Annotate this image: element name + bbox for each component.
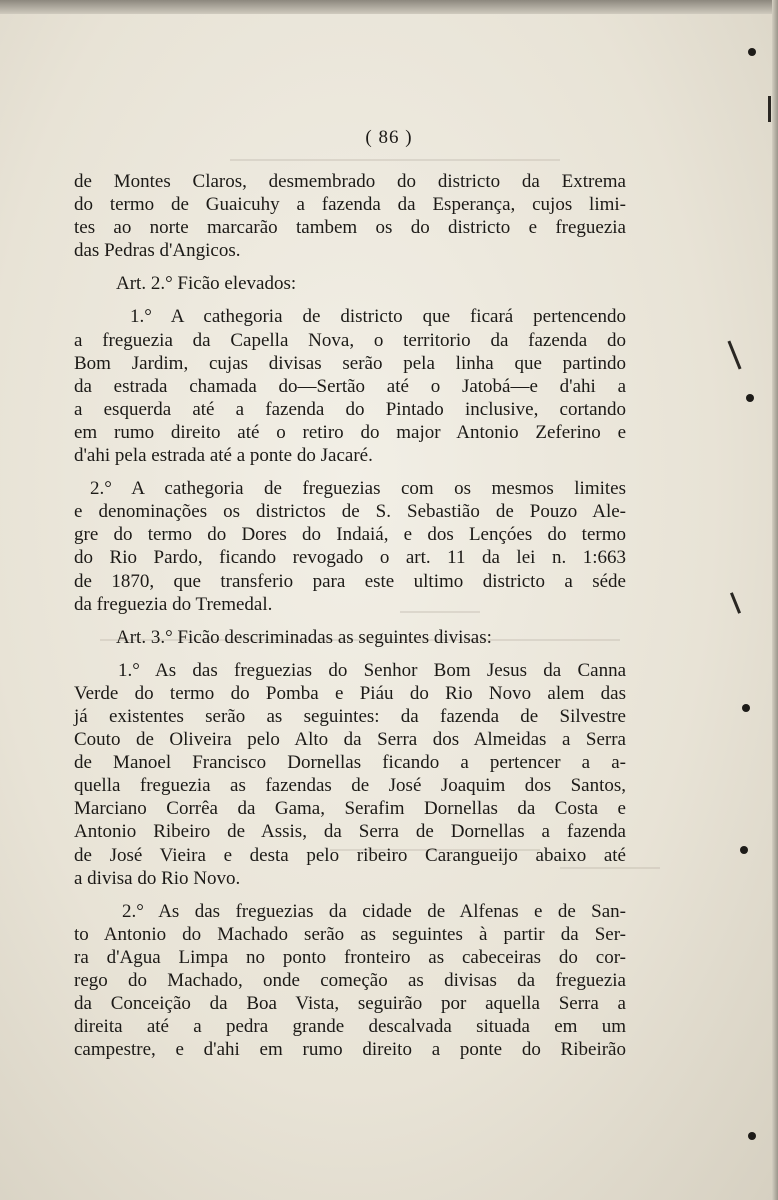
page-number: ( 86 ) (365, 127, 413, 148)
paragraph-gap (74, 262, 626, 272)
text-line: e denominações os districtos de S. Sebastião de Pouzo Ale- (74, 501, 626, 523)
text-line: gre do termo do Dores do Indaiá, e dos Lençóes do termo (74, 524, 626, 546)
paragraph-gap (74, 616, 626, 626)
text-line: a divisa do Rio Novo. (74, 867, 241, 889)
text-line: Antonio Ribeiro de Assis, da Serra de Dornellas a fazenda (74, 821, 626, 843)
text-line: Art. 2.° Ficão elevados: (116, 273, 297, 295)
scan-scratch (727, 341, 741, 370)
text-line: da freguezia do Tremedal. (74, 593, 273, 615)
text-line: do termo de Guaicuhy a fazenda da Esperança, cujos limi- (74, 194, 626, 216)
text-line: tes ao norte marcarão tambem os do districto e freguezia (74, 217, 626, 239)
text-line: d'ahi pela estrada até a ponte do Jacaré. (74, 445, 373, 467)
text-line: rego do Machado, onde começão as divisas da freguezia (74, 970, 626, 991)
paragraph-gap (74, 890, 626, 900)
scan-right-edge (772, 0, 778, 1200)
text-line: de Manoel Francisco Dornellas ficando a pertencer a a- (74, 752, 626, 774)
scan-scratch (730, 592, 741, 614)
text-line: ra d'Agua Limpa no ponto fronteiro as cabeceiras do cor- (74, 946, 626, 968)
paragraph-gap (74, 649, 626, 659)
text-line: a esquerda até a fazenda do Pintado inclusive, cortando (74, 398, 626, 420)
text-line: direita até a pedra grande descalvada situada em um (74, 1016, 626, 1038)
text-line: campestre, e d'ahi em rumo direito a ponte do Ribeirão (74, 1039, 626, 1061)
text-line: do Rio Pardo, ficando revogado o art. 11 da lei n. 1:663 (74, 547, 626, 569)
scan-speck (748, 48, 756, 56)
scan-speck (742, 704, 750, 712)
scan-speck (746, 394, 754, 402)
text-line: Couto de Oliveira pelo Alto da Serra dos Almeidas a Serra (74, 729, 626, 751)
text-line: 2.° As das freguezias da cidade de Alfenas e de San- (122, 900, 626, 922)
text-line: já existentes serão as seguintes: da fazenda de Silvestre (74, 705, 626, 727)
text-line: 2.° A cathegoria de freguezias com os mesmos limites (90, 478, 626, 500)
body-text (74, 170, 626, 1061)
text-line: Verde do termo do Pomba e Piáu do Rio Novo alem das (74, 682, 626, 704)
text-line: quella freguezia as fazendas de José Joaquim dos Santos, (74, 775, 626, 797)
text-line: das Pedras d'Angicos. (74, 240, 241, 262)
text-line: de Montes Claros, desmembrado do districto da Extrema (74, 171, 626, 192)
text-line: to Antonio do Machado serão as seguintes à partir da Ser- (74, 923, 626, 945)
text-line: em rumo direito até o retiro do major Antonio Zeferino e (74, 421, 626, 443)
scan-speck (748, 1132, 756, 1140)
paragraph-gap (74, 467, 626, 477)
text-line: a freguezia da Capella Nova, o territorio da fazenda do (74, 329, 626, 351)
text-line: 1.° As das freguezias do Senhor Bom Jesus da Canna (118, 659, 626, 681)
text-line: de José Vieira e desta pelo ribeiro Carangueijo abaixo até (74, 844, 626, 866)
text-line: da estrada chamada do—Sertão até o Jatobá—e d'ahi a (74, 375, 626, 397)
scan-speck (740, 846, 748, 854)
text-line: Marciano Corrêa da Gama, Serafim Dornellas da Costa e (74, 798, 626, 820)
scan-top-edge (0, 0, 778, 14)
text-line: Art. 3.° Ficão descriminadas as seguintes divisas: (116, 626, 492, 648)
text-line: da Conceição da Boa Vista, seguirão por aquella Serra a (74, 993, 626, 1015)
text-line: de 1870, que transferio para este ultimo districto a séde (74, 570, 626, 592)
text-line: Bom Jardim, cujas divisas serão pela linha que partindo (74, 352, 626, 374)
paragraph-gap (74, 295, 626, 305)
scan-scratch (768, 96, 771, 122)
text-line: 1.° A cathegoria de districto que ficará pertencendo (130, 306, 626, 328)
